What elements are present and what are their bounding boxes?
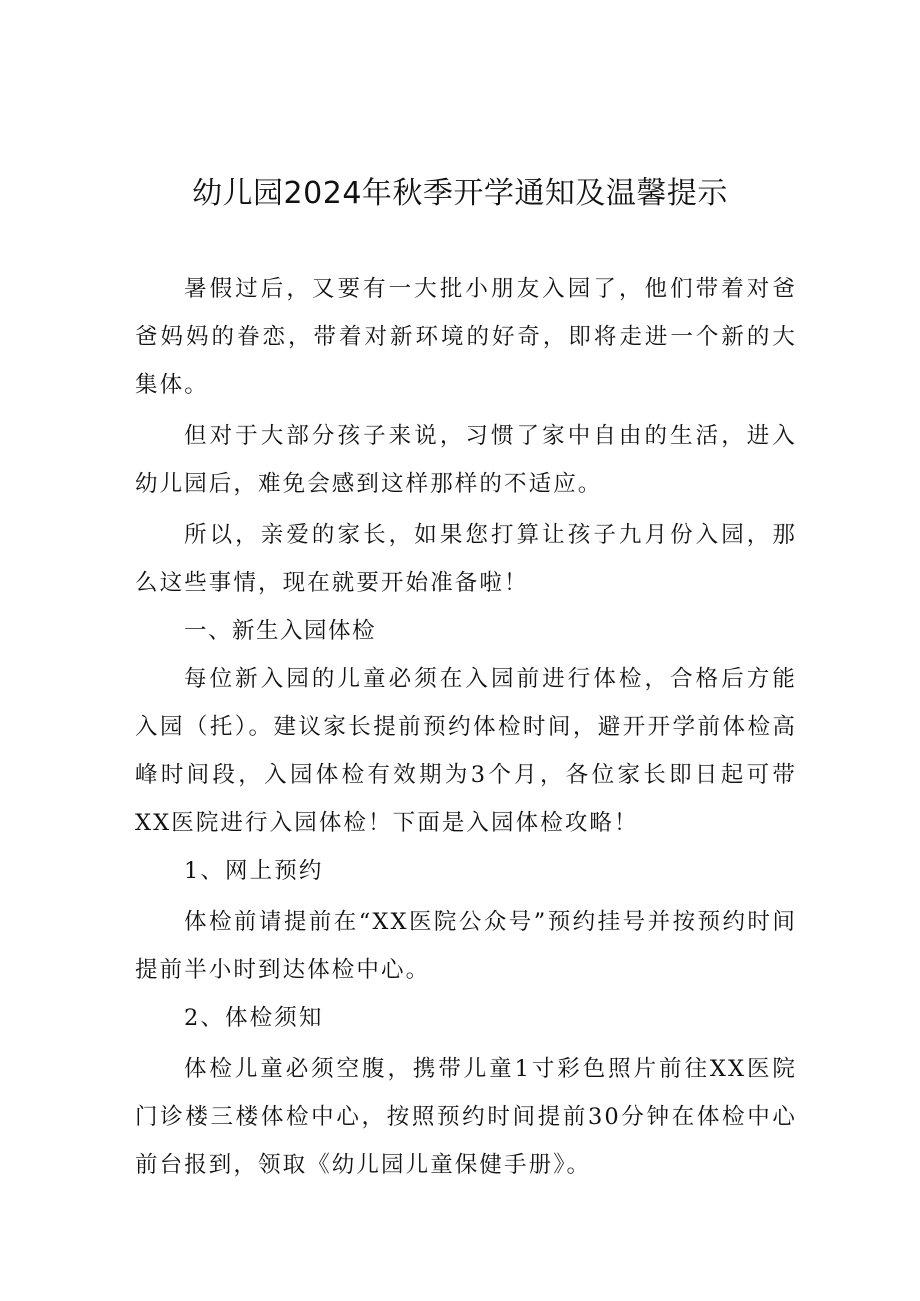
subheading-checkup-notice: 2、体检须知 (184, 1005, 324, 1031)
intro-paragraph-2: 但对于大部分孩子来说，习惯了家中自由的生活，进入幼儿园后，难免会感到这样那样的不适应。 (135, 423, 797, 497)
online-appointment-paragraph: 体检前请提前在“XX医院公众号”预约挂号并按预约时间提前半小时到达体检中心。 (135, 909, 797, 983)
intro-paragraph-1: 暑假过后，又要有一大批小朋友入园了，他们带着对爸爸妈妈的眷恋，带着对新环境的好奇，即将走进一个新的大集体。 (135, 276, 797, 398)
checkup-notice-paragraph: 体检儿童必须空腹，携带儿童1寸彩色照片前往XX医院门诊楼三楼体检中心，按照预约时间提前30分钟在体检中心前台报到，领取《幼儿园儿童保健手册》。 (135, 1056, 797, 1178)
subheading-online-appointment: 1、网上预约 (184, 858, 324, 884)
document-title: 幼儿园2024年秋季开学通知及温馨提示 (192, 176, 728, 211)
document-body (135, 265, 797, 1189)
intro-paragraph-3: 所以，亲爱的家长，如果您打算让孩子九月份入园，那么这些事情，现在就要开始准备啦！ (135, 522, 797, 596)
section-intro-paragraph: 每位新入园的儿童必须在入园前进行体检，合格后方能入园（托）。建议家长提前预约体检时间，避开开学前体检高峰时间段，入园体检有效期为3个月，各位家长即日起可带XX医院进行入园体检！下面是入园体检攻略！ (135, 666, 797, 836)
section-heading-health-check: 一、新生入园体检 (184, 618, 377, 644)
